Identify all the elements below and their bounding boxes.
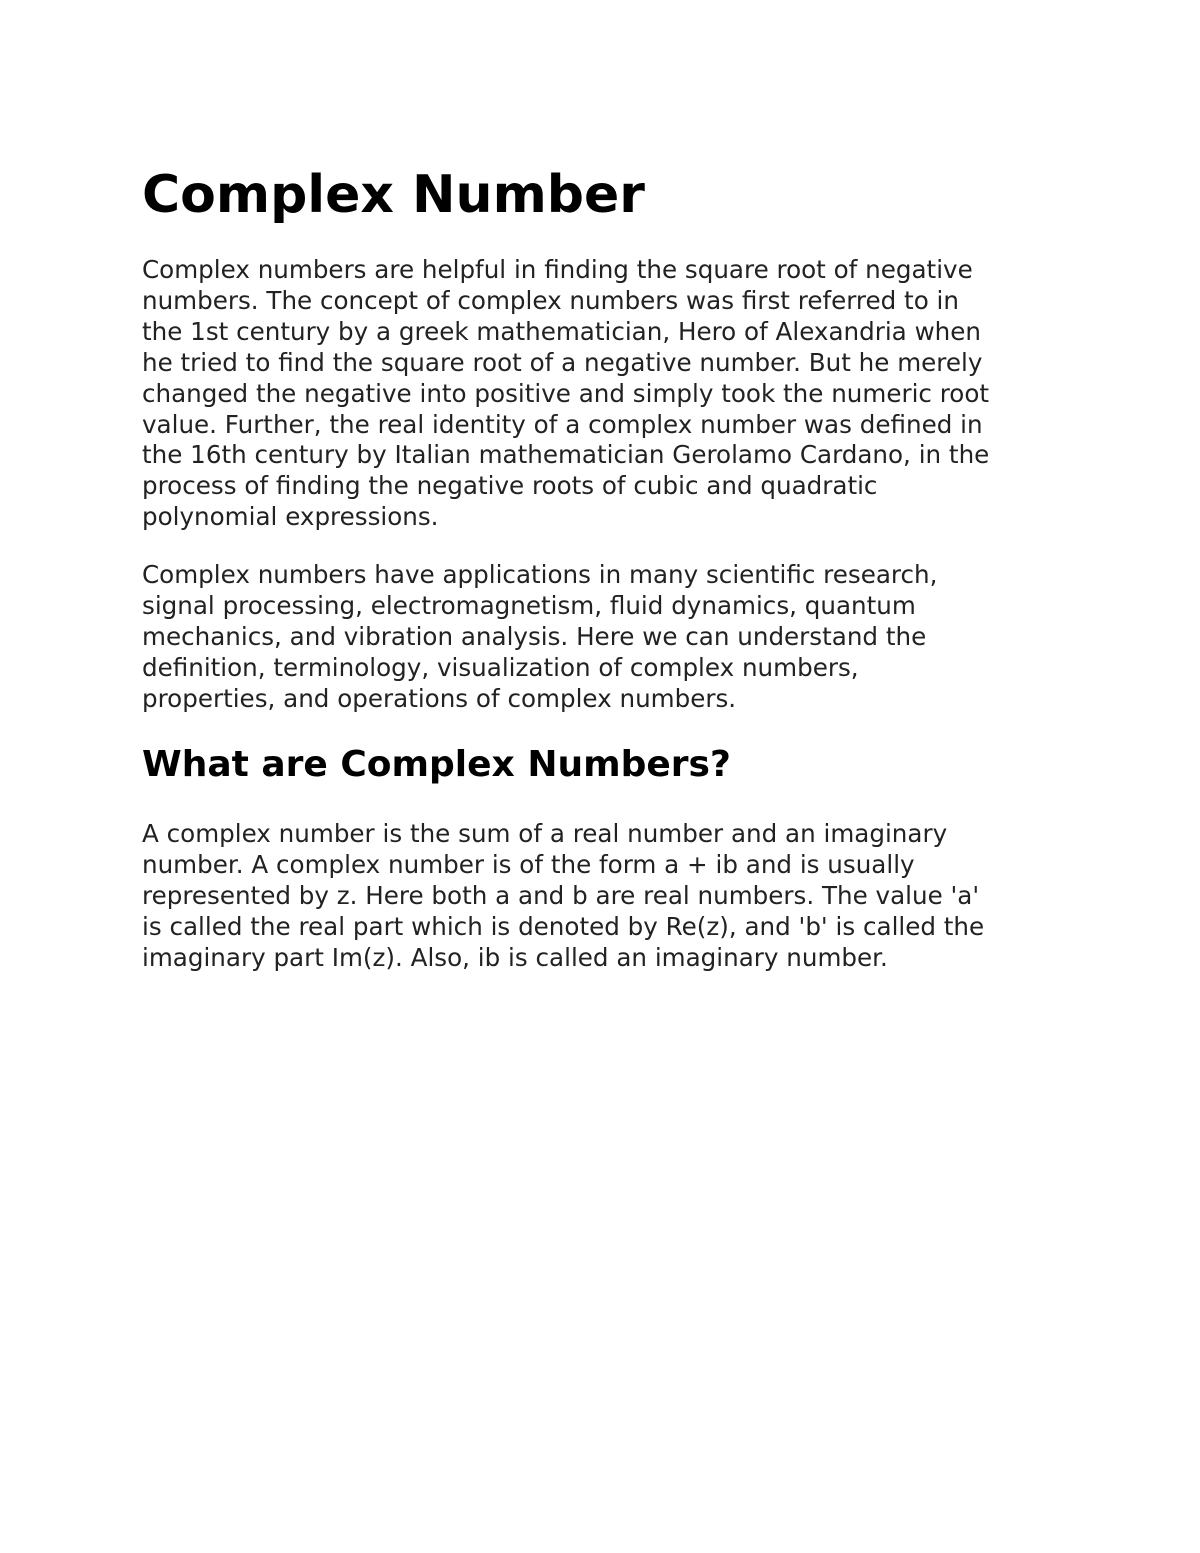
page-title: Complex Number	[142, 165, 645, 225]
paragraph-line: the 1st century by a greek mathematician, Hero of Alexandria when	[142, 316, 981, 346]
paragraph-line: represented by z. Here both a and b are real numbers. The value 'a'	[142, 880, 980, 910]
paragraph-line: the 16th century by Italian mathematician Gerolamo Cardano, in the	[142, 440, 990, 470]
paragraph-line: properties, and operations of complex numbers.	[142, 683, 737, 713]
paragraph-line: mechanics, and vibration analysis. Here we can understand the	[142, 621, 927, 651]
paragraph-line: definition, terminology, visualization of complex numbers,	[142, 652, 859, 682]
paragraph-line: changed the negative into positive and simply took the numeric root	[142, 378, 990, 408]
paragraph-line: Complex numbers have applications in many scientific research,	[142, 560, 938, 589]
definition-paragraph	[142, 819, 1072, 974]
paragraph-line: numbers. The concept of complex numbers was first referred to in	[142, 285, 959, 315]
paragraph-line: signal processing, electromagnetism, fluid dynamics, quantum	[142, 590, 916, 620]
paragraph-line: is called the real part which is denoted by Re(z), and 'b' is called the	[142, 911, 985, 941]
paragraph-line: he tried to find the square root of a negative number. But he merely	[142, 347, 983, 377]
paragraph-line: imaginary part Im(z). Also, ib is called an imaginary number.	[142, 942, 888, 972]
section-heading: What are Complex Numbers?	[142, 744, 731, 785]
paragraph-line: value. Further, the real identity of a complex number was defined in	[142, 409, 983, 439]
paragraph-line: polynomial expressions.	[142, 502, 439, 532]
paragraph-line: number. A complex number is of the form a + ib and is usually	[142, 849, 915, 879]
paragraph-line: A complex number is the sum of a real number and an imaginary	[142, 819, 948, 848]
paragraph-line: process of finding the negative roots of cubic and quadratic	[142, 471, 878, 501]
applications-paragraph	[142, 560, 1072, 715]
paragraph-line: Complex numbers are helpful in finding the square root of negative	[142, 255, 973, 284]
intro-paragraph	[142, 255, 1072, 533]
